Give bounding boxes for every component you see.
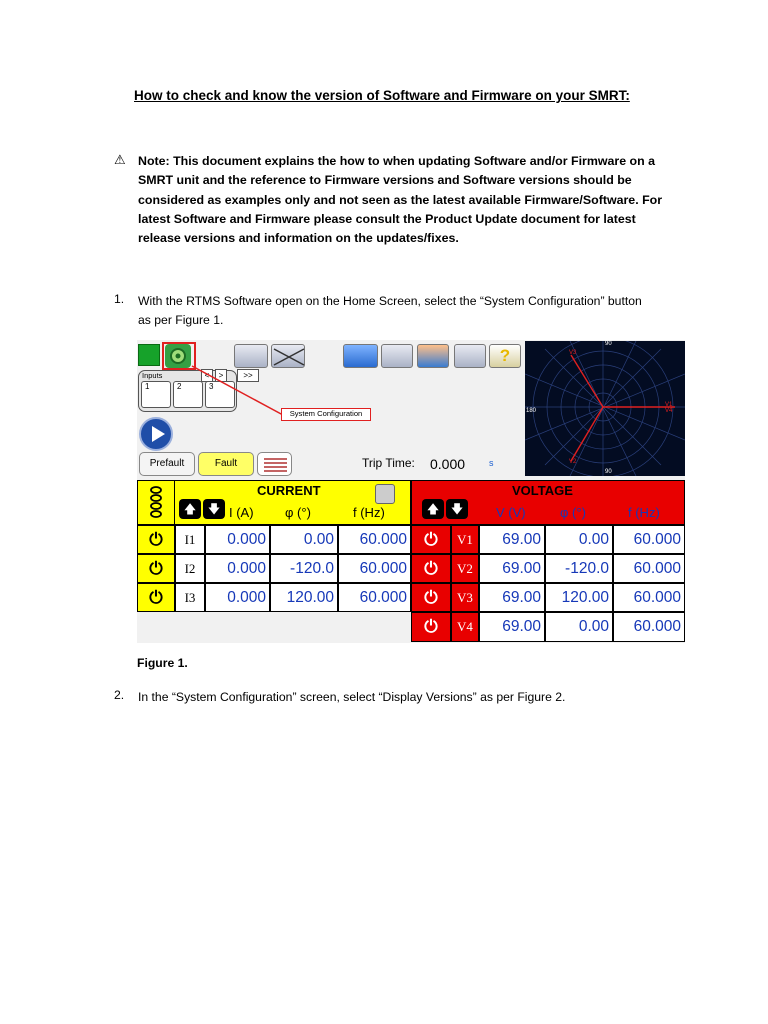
vector-diagram [525, 341, 685, 476]
current-row-3-phase[interactable]: 120.00 [270, 583, 338, 612]
trip-time-value: 0.000 [430, 456, 466, 472]
vector-label-top: 90 [605, 341, 612, 347]
vector-label-bottom: 90 [605, 469, 612, 475]
voltage-row-2-phase[interactable]: -120.0 [545, 554, 613, 583]
step-1-text: With the RTMS Software open on the Home Screen, select the “System Configuration” button as per Figure 1. [138, 294, 642, 327]
voltage-row-2-freq[interactable]: 60.000 [613, 554, 685, 583]
current-row-2-freq[interactable]: 60.000 [338, 554, 411, 583]
voltage-row-1-freq[interactable]: 60.000 [613, 525, 685, 554]
current-row-3-amps[interactable]: 0.000 [205, 583, 270, 612]
power-icon[interactable]: ⏻ [411, 612, 451, 642]
input-3-button[interactable]: 3 [205, 381, 235, 408]
voltage-row-3-channel: V3 [451, 583, 479, 612]
current-row-1-amps[interactable]: 0.000 [205, 525, 270, 554]
voltage-row-4-phase[interactable]: 0.00 [545, 612, 613, 642]
current-row-2-phase[interactable]: -120.0 [270, 554, 338, 583]
calculator-icon[interactable] [375, 484, 395, 504]
voltage-col-freq: f (Hz) [628, 505, 660, 520]
source-grid [137, 480, 685, 643]
current-col-phase: φ (°) [285, 505, 311, 520]
fault-button[interactable]: Fault [198, 452, 254, 476]
voltage-col-volts: V (V) [496, 505, 526, 520]
down-arrow-icon[interactable]: 🡇 [446, 499, 468, 519]
trip-time-unit: s [489, 458, 494, 468]
link-icon[interactable] [137, 480, 175, 525]
help-icon[interactable]: ? [489, 344, 521, 368]
current-row-2-amps[interactable]: 0.000 [205, 554, 270, 583]
nav-next-button[interactable]: > [215, 369, 227, 382]
current-col-freq: f (Hz) [353, 505, 385, 520]
input-2-button[interactable]: 2 [173, 381, 203, 408]
voltage-row-3-phase[interactable]: 120.00 [545, 583, 613, 612]
power-icon[interactable]: ⏻ [137, 583, 175, 612]
step-2-number: 2. [114, 688, 125, 702]
inputs-label: Inputs [142, 371, 163, 380]
up-arrow-icon[interactable]: 🡅 [422, 499, 444, 519]
voltage-col-phase: φ (°) [560, 505, 586, 520]
trip-time-label: Trip Time: [362, 456, 415, 470]
power-icon[interactable]: ⏻ [137, 554, 175, 583]
power-icon[interactable]: ⏻ [411, 583, 451, 612]
nav-last-button[interactable]: >> [237, 369, 259, 382]
voltage-row-4-volts[interactable]: 69.00 [479, 612, 545, 642]
power-icon[interactable]: ⏻ [411, 525, 451, 554]
step-2-text: In the “System Configuration” screen, select “Display Versions” as per Figure 2. [138, 690, 566, 704]
current-header [175, 480, 411, 525]
vector-label-v3: V3 [569, 350, 577, 356]
voltage-row-1-phase[interactable]: 0.00 [545, 525, 613, 554]
figure-1-caption: Figure 1. [137, 656, 188, 670]
voltage-row-1-volts[interactable]: 69.00 [479, 525, 545, 554]
voltage-row-2-volts[interactable]: 69.00 [479, 554, 545, 583]
current-row-1-freq[interactable]: 60.000 [338, 525, 411, 554]
prefault-button[interactable]: Prefault [139, 452, 195, 476]
vector-label-v1-v4: V1 V4 [665, 402, 673, 414]
system-configuration-callout: System Configuration [281, 408, 371, 421]
voltage-row-4-freq[interactable]: 60.000 [613, 612, 685, 642]
current-header-label: CURRENT [257, 483, 321, 498]
current-row-1-channel: I1 [175, 525, 205, 554]
step-1-number: 1. [114, 292, 125, 306]
figure-1-screenshot [137, 340, 685, 643]
down-arrow-icon[interactable]: 🡇 [203, 499, 225, 519]
nav-prev-button[interactable]: < [201, 369, 213, 382]
current-row-3-channel: I3 [175, 583, 205, 612]
voltage-row-3-volts[interactable]: 69.00 [479, 583, 545, 612]
note-paragraph: Note: This document explains the how to when updating Software and/or Firmware on a SMRT unit and the reference to Firmware versions and Software versions should be considered as examples only and not seen as the latest available Firmware/Software. For latest Software and Firmware please consult the Product Update document for latest release versions and information on the updates/fixes. [138, 154, 663, 246]
play-icon[interactable] [139, 417, 173, 451]
current-row-3-freq[interactable]: 60.000 [338, 583, 411, 612]
voltage-row-3-freq[interactable]: 60.000 [613, 583, 685, 612]
power-icon[interactable]: ⏻ [137, 525, 175, 554]
warning-icon: ⚠ [114, 152, 126, 167]
vector-label-v2: V2 [569, 459, 577, 465]
current-row-2-channel: I2 [175, 554, 205, 583]
voltage-row-2-channel: V2 [451, 554, 479, 583]
voltage-header-label: VOLTAGE [512, 483, 573, 498]
input-1-button[interactable]: 1 [141, 381, 171, 408]
voltage-row-1-channel: V1 [451, 525, 479, 554]
current-col-amps: I (A) [229, 505, 254, 520]
voltage-header [411, 480, 685, 525]
list-icon[interactable] [257, 452, 292, 476]
power-icon[interactable]: ⏻ [411, 554, 451, 583]
up-arrow-icon[interactable]: 🡅 [179, 499, 201, 519]
page-title: How to check and know the version of Software and Firmware on your SMRT: [134, 88, 630, 103]
current-row-1-phase[interactable]: 0.00 [270, 525, 338, 554]
voltage-row-4-channel: V4 [451, 612, 479, 642]
vector-label-left: 180 [526, 408, 537, 414]
